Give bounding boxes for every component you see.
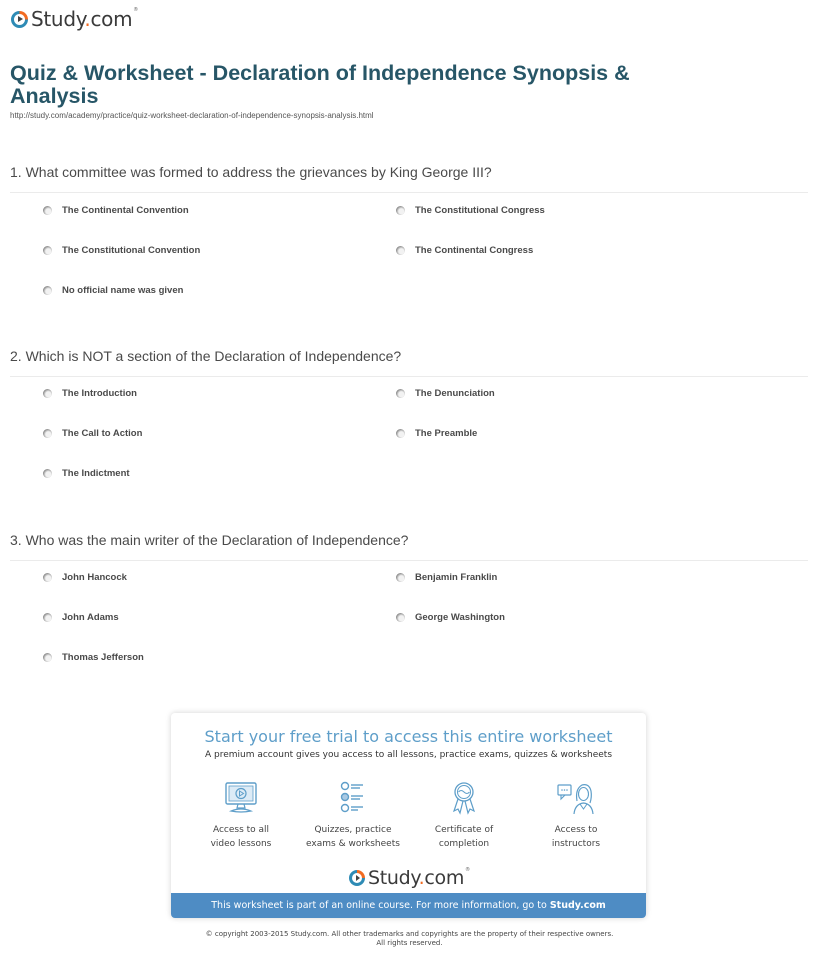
radio-button-icon[interactable]: [43, 246, 52, 255]
option-label: The Constitutional Convention: [62, 245, 201, 256]
promo-title[interactable]: Start your free trial to access this entire worksheet: [204, 727, 613, 746]
radio-button-icon[interactable]: [396, 573, 405, 582]
feature-label-line: Certificate of: [434, 825, 494, 835]
instructor-chat-icon: [555, 781, 597, 815]
feature-certificate: [409, 781, 519, 851]
answer-option[interactable]: [43, 652, 144, 663]
video-monitor-icon: [223, 781, 259, 815]
feature-label-line: Access to all: [212, 825, 270, 835]
answer-option[interactable]: [43, 612, 119, 623]
answer-option[interactable]: [396, 245, 533, 256]
radio-button-icon[interactable]: [43, 653, 52, 662]
divider: [10, 192, 808, 193]
option-label: The Constitutional Congress: [415, 205, 545, 216]
feature-label-line: Access to: [554, 825, 598, 835]
answer-option[interactable]: [396, 612, 505, 623]
feature-label-line: instructors: [551, 839, 601, 849]
question-text: 2. Which is NOT a section of the Declaration of Independence?: [10, 348, 402, 364]
page-url[interactable]: http://study.com/academy/practice/quiz-worksheet-declaration-of-independence-synopsis-analysis.html: [10, 111, 374, 120]
radio-button-icon[interactable]: [43, 469, 52, 478]
feature-label-line: exams & worksheets: [306, 839, 400, 849]
option-label: Benjamin Franklin: [415, 572, 498, 583]
radio-button-icon[interactable]: [396, 246, 405, 255]
answer-option[interactable]: [396, 388, 495, 399]
play-logo-icon: [11, 11, 28, 28]
free-trial-promo-card[interactable]: [171, 713, 646, 918]
answer-option[interactable]: [43, 205, 189, 216]
online-course-banner: [171, 893, 646, 918]
radio-button-icon[interactable]: [43, 613, 52, 622]
divider: [10, 560, 808, 561]
divider: [10, 376, 808, 377]
radio-button-icon[interactable]: [396, 613, 405, 622]
feature-label-line: completion: [438, 839, 490, 849]
feature-instructors: [521, 781, 631, 851]
radio-button-icon[interactable]: [396, 429, 405, 438]
answer-option[interactable]: [396, 205, 545, 216]
option-label: The Introduction: [62, 388, 137, 399]
answer-option[interactable]: [396, 572, 497, 583]
question-text: 1. What committee was formed to address the grievances by King George III?: [10, 164, 492, 180]
radio-button-icon[interactable]: [396, 206, 405, 215]
option-label: The Indictment: [62, 468, 130, 479]
question-text: 3. Who was the main writer of the Declaration of Independence?: [10, 532, 409, 548]
answer-option[interactable]: [43, 468, 130, 479]
option-label: The Preamble: [415, 428, 478, 439]
copyright-notice: [0, 930, 819, 948]
option-label: George Washington: [415, 612, 505, 623]
play-logo-icon: [349, 870, 365, 886]
radio-button-icon[interactable]: [396, 389, 405, 398]
study-com-logo[interactable]: [349, 867, 470, 889]
option-label: John Hancock: [62, 572, 127, 583]
study-com-logo[interactable]: [11, 7, 138, 31]
quiz-list-icon: [335, 781, 371, 815]
answer-option[interactable]: [43, 285, 183, 296]
copyright-line: All rights reserved.: [376, 939, 443, 947]
option-label: The Continental Convention: [62, 205, 189, 216]
promo-subtitle: A premium account gives you access to all lessons, practice exams, quizzes & worksheets: [204, 750, 613, 760]
radio-button-icon[interactable]: [43, 286, 52, 295]
radio-button-icon[interactable]: [43, 573, 52, 582]
option-label: The Continental Congress: [415, 245, 534, 256]
radio-button-icon[interactable]: [43, 206, 52, 215]
option-label: No official name was given: [62, 285, 184, 296]
answer-option[interactable]: [43, 428, 142, 439]
option-label: The Denunciation: [415, 388, 495, 399]
answer-option[interactable]: [43, 388, 137, 399]
feature-label-line: Quizzes, practice: [314, 825, 392, 835]
copyright-line: © copyright 2003-2015 Study.com. All other trademarks and copyrights are the property of their respective owners.: [205, 930, 614, 938]
feature-label-line: video lessons: [210, 839, 272, 849]
feature-video-lessons: [186, 781, 296, 851]
banner-text: This worksheet is part of an online course. For more information, go to: [211, 900, 550, 911]
answer-option[interactable]: [396, 428, 477, 439]
radio-button-icon[interactable]: [43, 389, 52, 398]
page-title: Quiz & Worksheet - Declaration of Independence Synopsis & Analysis: [10, 61, 630, 108]
certificate-ribbon-icon: [446, 781, 482, 815]
feature-quizzes: [298, 781, 408, 851]
option-label: The Call to Action: [62, 428, 143, 439]
answer-option[interactable]: [43, 245, 200, 256]
option-label: Thomas Jefferson: [62, 652, 144, 663]
logo-wordmark: Study.com®: [31, 7, 138, 31]
option-label: John Adams: [62, 612, 119, 623]
study-com-link[interactable]: Study.com: [549, 900, 606, 911]
answer-option[interactable]: [43, 572, 127, 583]
radio-button-icon[interactable]: [43, 429, 52, 438]
logo-wordmark: Study.com®: [368, 867, 470, 889]
